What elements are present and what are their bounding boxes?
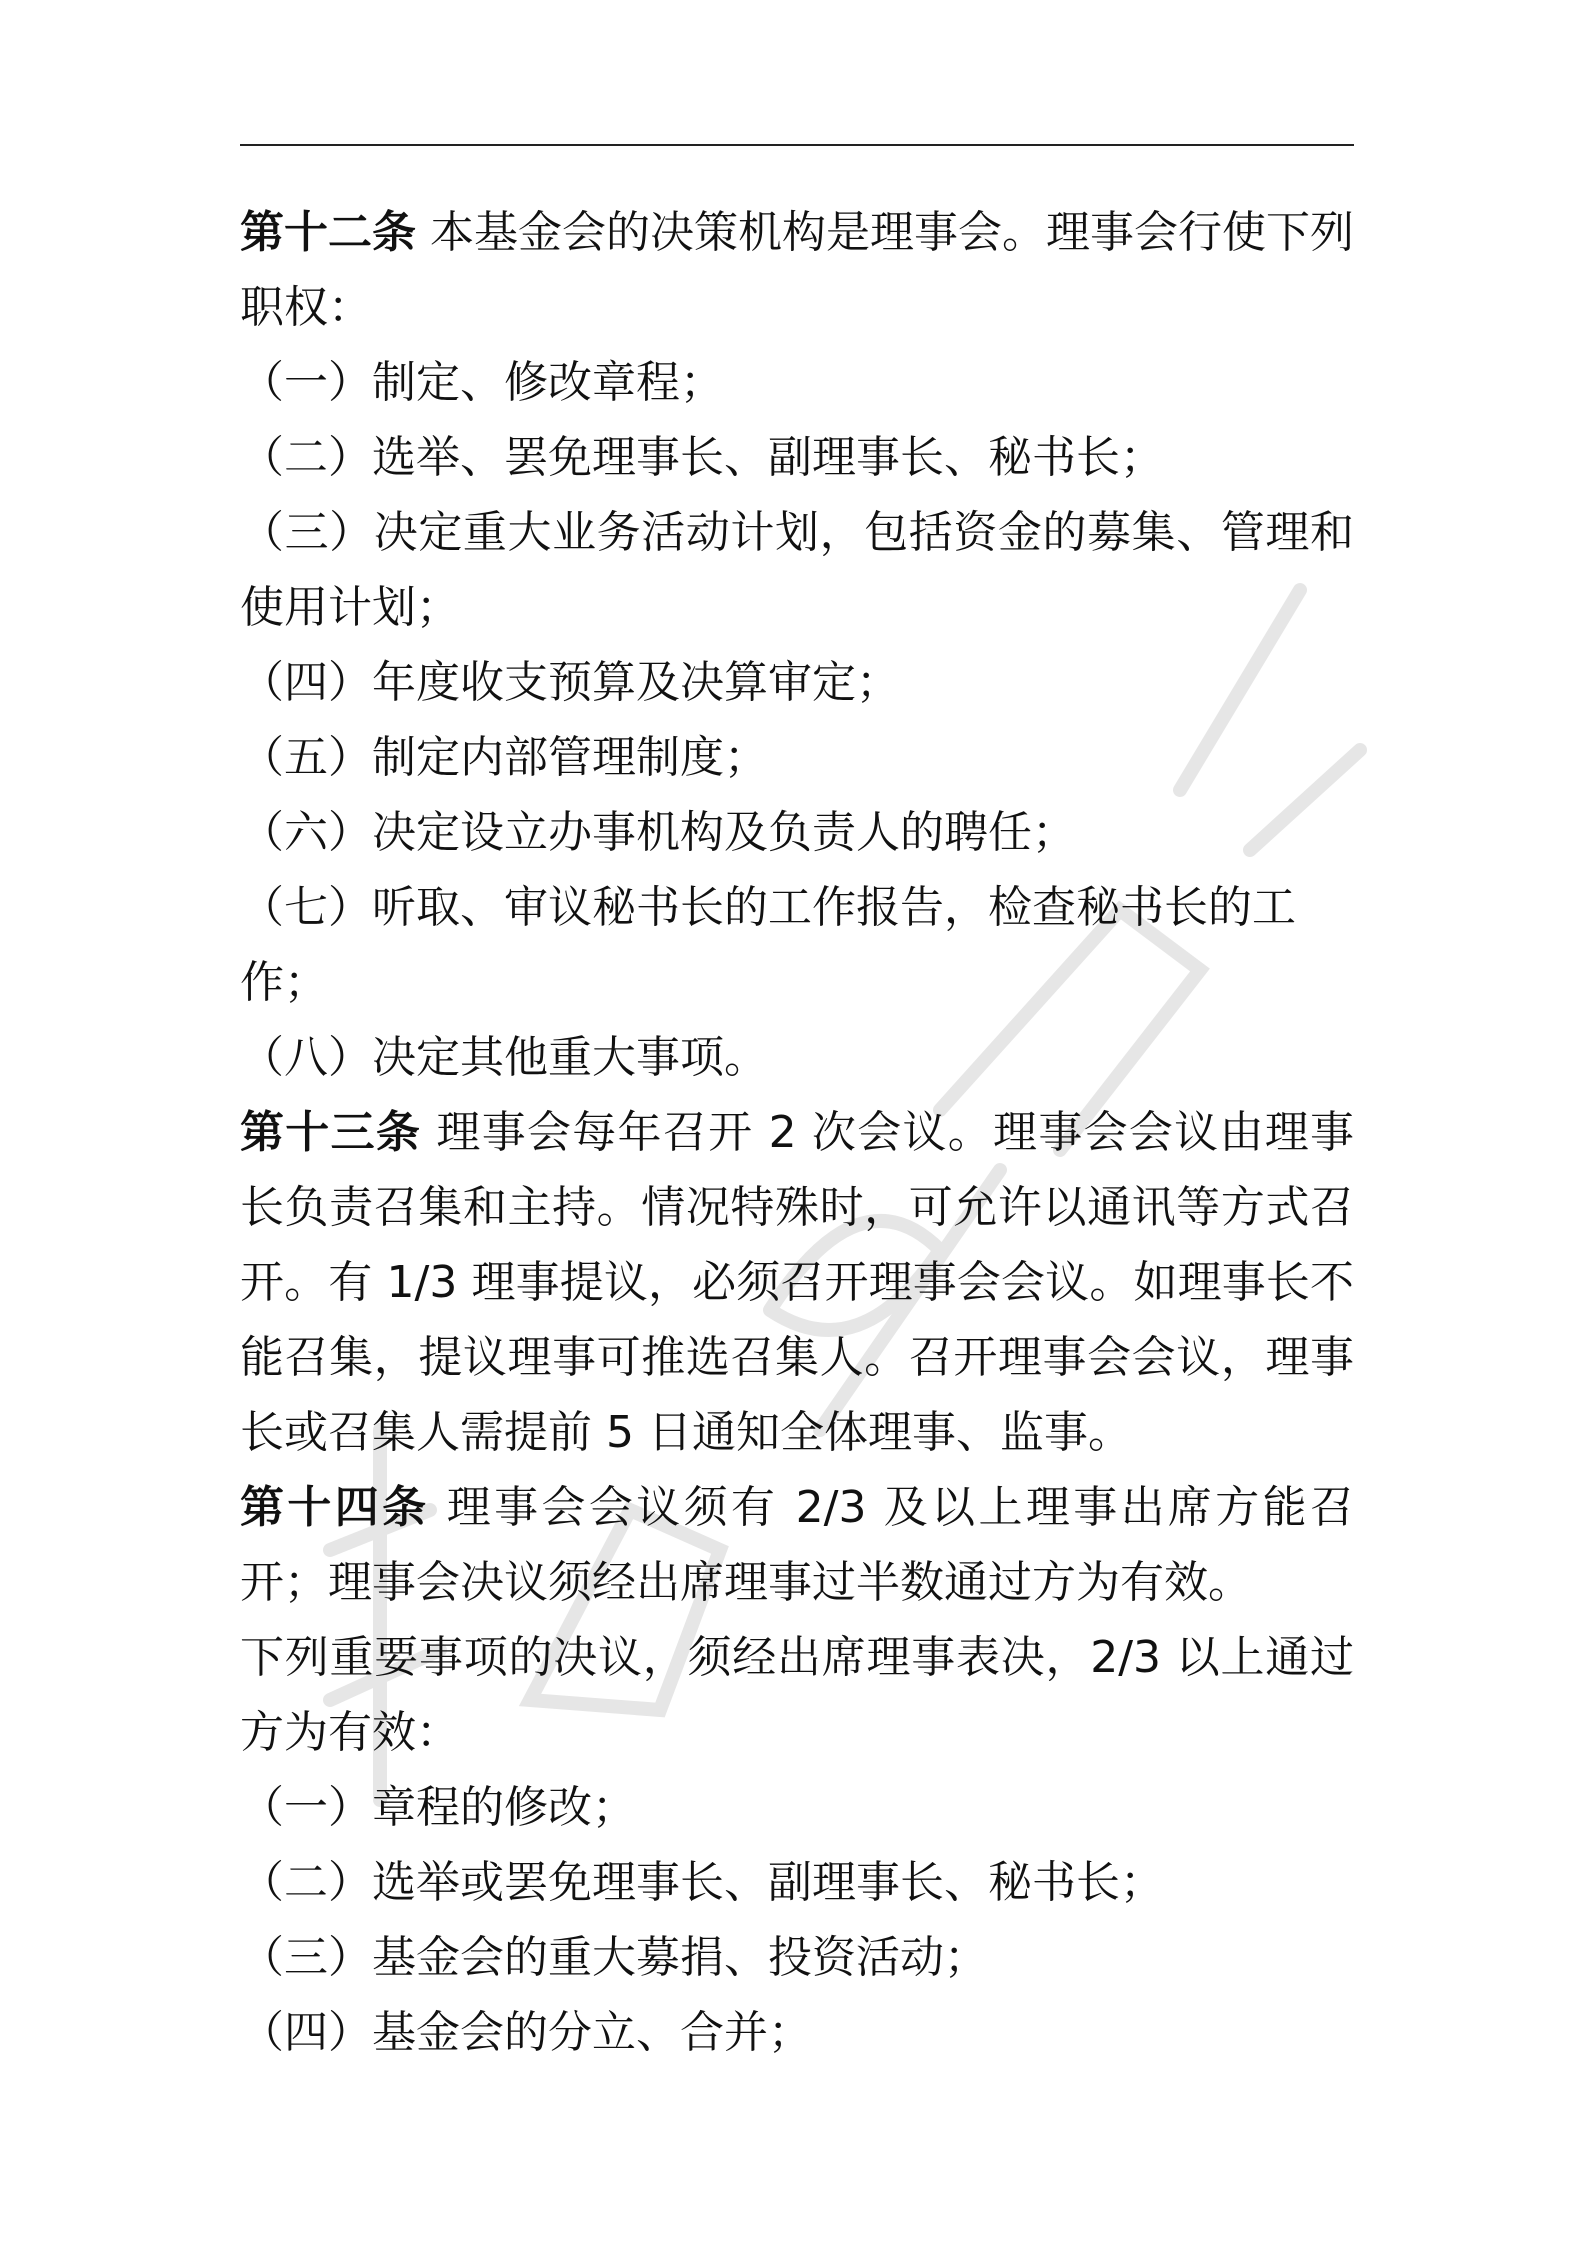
article-12-text: 本基金会的决策机构是理事会。理事会行使下列职权： [240, 207, 1355, 333]
article-12-item-2: （二）选举、罢免理事长、副理事长、秘书长； [240, 432, 1164, 483]
article-14 [240, 1470, 1354, 1620]
article-12-item-8: （八）决定其他重大事项。 [240, 1032, 768, 1083]
article-12-item-6: （六）决定设立办事机构及负责人的聘任； [240, 807, 1076, 858]
article-14-intro: 下列重要事项的决议，须经出席理事表决，2/3 以上通过方为有效： [240, 1632, 1354, 1758]
article-12 [240, 195, 1354, 345]
article-14-item-4: （四）基金会的分立、合并； [240, 2007, 812, 2058]
article-13-text: 理事会每年召开 2 次会议。理事会会议由理事长负责召集和主持。情况特殊时，可允许以通讯等方式召开。有 1/3 理事提议，必须召开理事会会议。如理事长不能召集，提议理事可推选召集人。召开理事会会议，理事长或召集人需提前 5 日通知全体理事、监事。 [240, 1107, 1355, 1458]
article-12-item-1: （一）制定、修改章程； [240, 357, 724, 408]
article-14-item-1: （一）章程的修改； [240, 1782, 636, 1833]
article-14-item-3: （三）基金会的重大募捐、投资活动； [240, 1932, 988, 1983]
header-rule [240, 144, 1354, 146]
article-13-heading: 第十三条 [240, 1107, 422, 1158]
article-12-heading: 第十二条 [240, 207, 417, 258]
article-13 [240, 1095, 1354, 1470]
article-12-item-4: （四）年度收支预算及决算审定； [240, 657, 900, 708]
article-14-heading: 第十四条 [240, 1482, 430, 1533]
document-body [240, 195, 1354, 2070]
article-12-item-7: （七）听取、审议秘书长的工作报告，检查秘书长的工作； [240, 882, 1296, 1008]
article-12-item-5: （五）制定内部管理制度； [240, 732, 768, 783]
article-14-text: 理事会会议须有 2/3 及以上理事出席方能召开；理事会决议须经出席理事过半数通过方为有效。 [240, 1482, 1354, 1608]
article-12-item-3: （三）决定重大业务活动计划，包括资金的募集、管理和使用计划； [240, 507, 1354, 633]
article-14-item-2: （二）选举或罢免理事长、副理事长、秘书长； [240, 1857, 1164, 1908]
